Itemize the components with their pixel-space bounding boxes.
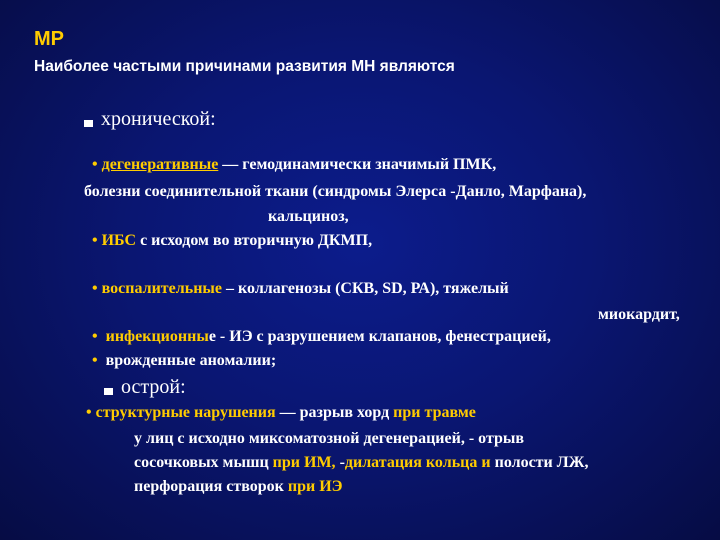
line3-b: при ИМ, (272, 454, 336, 471)
slide-title: МР (34, 28, 64, 50)
bullet-icon: • (92, 232, 98, 249)
bullet-icon: • (92, 156, 98, 173)
line3-d: дилатация кольца и (344, 454, 491, 471)
line3-c: - (335, 454, 345, 471)
square-bullet-icon (104, 388, 113, 395)
acute-heading-row (104, 376, 186, 399)
infectious-text: е - ИЭ с разрушением клапанов, фенестрацией, (208, 328, 551, 345)
degenerative-term: дегенеративные (101, 156, 219, 173)
ibs-text: с исходом во вторичную ДКМП, (136, 232, 373, 249)
structural-line-4 (134, 478, 343, 496)
line4-a: перфорация створок (134, 478, 288, 495)
structural-item (86, 404, 476, 422)
ibs-term: ИБС (101, 232, 137, 249)
bullet-icon: • (92, 280, 98, 297)
bullet-icon: • (92, 328, 98, 345)
structural-line-2: у лиц с исходно миксоматозной дегенерацией, - отрыв (134, 430, 525, 447)
structural-term-2: при травме (393, 404, 476, 421)
degenerative-text: — гемодинамически значимый ПМК, (218, 156, 497, 173)
inflammatory-line-2: миокардит, (598, 306, 680, 323)
chronic-heading: хронической: (101, 108, 216, 130)
chronic-heading-row (84, 108, 216, 131)
ibs-item (92, 232, 372, 250)
congenital-text: врожденные аномалии; (105, 352, 277, 369)
slide-subtitle: Наиболее частыми причинами развития МН являются (34, 58, 455, 75)
degenerative-item (92, 156, 496, 174)
congenital-item (92, 352, 276, 370)
infectious-term: инфекционны (105, 328, 209, 345)
inflammatory-item (92, 280, 509, 298)
bullet-icon: • (86, 404, 92, 421)
acute-heading: острой: (121, 376, 186, 398)
inflammatory-term: воспалительные (101, 280, 223, 297)
structural-line-3 (134, 454, 589, 472)
line3-a: сосочковых мышц (134, 454, 273, 471)
bullet-icon: • (92, 352, 98, 369)
degenerative-line-2: болезни соединительной ткани (синдромы Элерса -Данло, Марфана), (84, 183, 587, 200)
structural-text: — разрыв хорд (275, 404, 394, 421)
line3-e: полости ЛЖ, (490, 454, 589, 471)
structural-term: структурные нарушения (95, 404, 276, 421)
inflammatory-text: – коллагенозы (СКВ, SD, РА), тяжелый (222, 280, 509, 297)
degenerative-line-3: кальциноз, (268, 208, 349, 225)
square-bullet-icon (84, 120, 93, 127)
infectious-item (92, 328, 551, 346)
line4-b: при ИЭ (287, 478, 343, 495)
